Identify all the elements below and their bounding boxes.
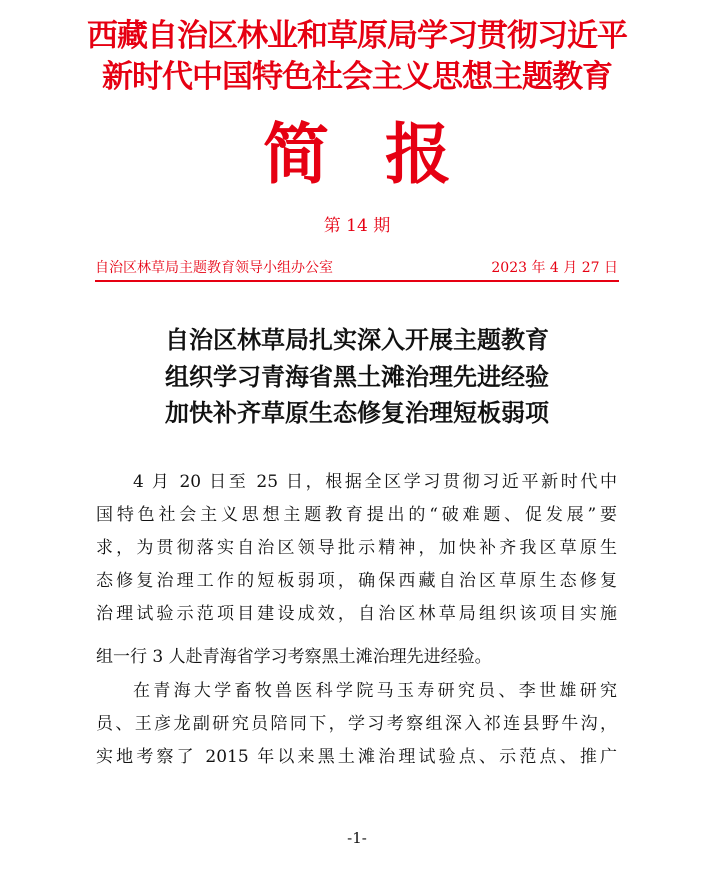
headline-line-3: 加快补齐草原生态修复治理短板弱项 <box>165 398 549 427</box>
body-line: 员、王彦龙副研究员陪同下，学习考察组深入祁连县野牛沟， <box>96 714 617 734</box>
body-line: 治理试验示范项目建设成效，自治区林草局组织该项目实施 <box>96 604 617 624</box>
body-line: 实地考察了 2015 年以来黑土滩治理试验点、示范点、推广 <box>96 747 617 767</box>
headline-line-2: 组织学习青海省黑土滩治理先进经验 <box>165 362 549 391</box>
body-line: 求，为贯彻落实自治区领导批示精神，加快补齐我区草原生 <box>96 538 617 558</box>
body-line: 态修复治理工作的短板弱项，确保西藏自治区草原生态修复 <box>96 571 617 591</box>
headline-line-1: 自治区林草局扎实深入开展主题教育 <box>165 325 549 354</box>
body-line: 组一行 3 人赴青海省学习考察黑土滩治理先进经验。 <box>96 647 492 667</box>
body-line: 在青海大学畜牧兽医科学院马玉寿研究员、李世雄研究 <box>133 681 617 701</box>
masthead-line-2: 新时代中国特色社会主义思想主题教育 <box>102 59 612 95</box>
issue-date: 2023 年 4 月 27 日 <box>491 260 618 276</box>
body-line: 国特色社会主义思想主题教育提出的“破难题、促发展”要 <box>96 505 617 525</box>
red-divider <box>95 280 619 282</box>
issuer: 自治区林草局主题教育领导小组办公室 <box>95 260 333 276</box>
brief-title: 简报 <box>263 115 507 193</box>
masthead-line-1: 西藏自治区林业和草原局学习贯彻习近平 <box>87 18 627 54</box>
issue-number: 第 14 期 <box>323 216 391 236</box>
body-line: 4 月 20 日至 25 日，根据全区学习贯彻习近平新时代中 <box>133 472 617 492</box>
page-number: -1- <box>347 829 367 847</box>
